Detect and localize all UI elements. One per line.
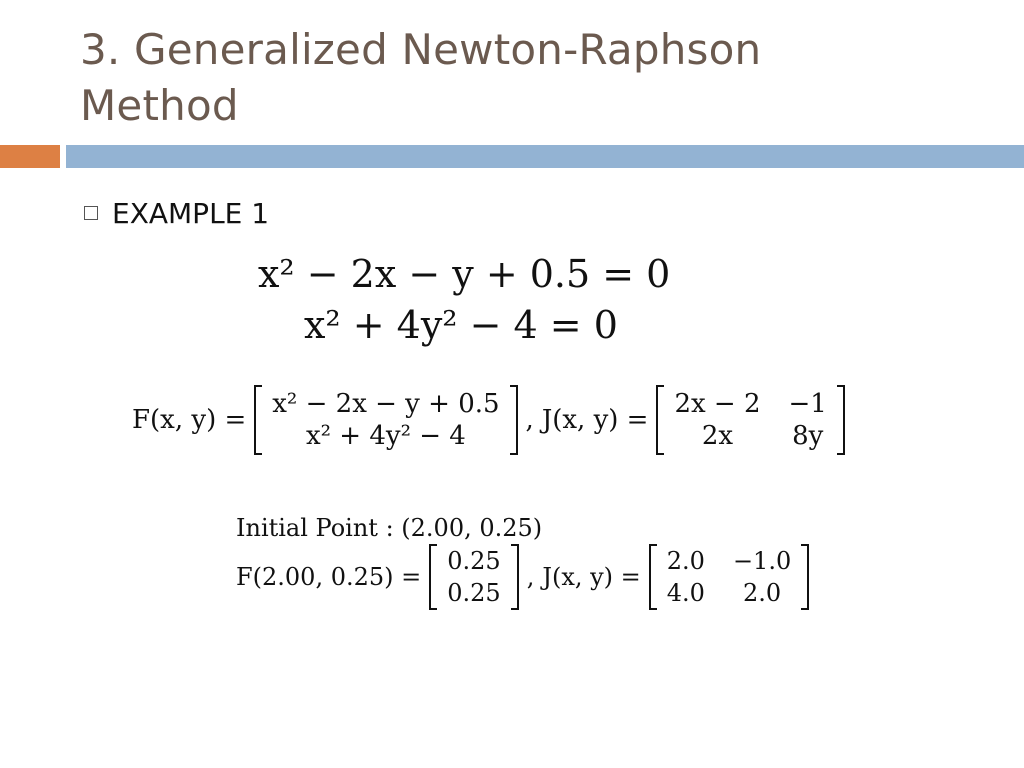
left-bracket — [429, 544, 437, 610]
matrix-cell: −1.0 — [732, 547, 792, 575]
left-bracket — [649, 544, 657, 610]
separator: , — [525, 405, 534, 435]
initial-evaluation — [236, 544, 809, 610]
matrix-cell: 4.0 — [666, 579, 705, 607]
matrix-cell: 2x — [701, 421, 734, 451]
initial-point-block — [236, 512, 809, 610]
bullet-text: EXAMPLE 1 — [112, 196, 270, 230]
J-matrix — [664, 388, 836, 452]
square-bullet-icon — [84, 206, 98, 220]
initial-point-line: Initial Point : (2.00, 0.25) — [236, 514, 543, 542]
F-vector — [262, 388, 509, 452]
right-bracket — [510, 385, 518, 455]
matrix-cell: 2x − 2 — [674, 389, 761, 419]
right-bracket — [801, 544, 809, 610]
J-initial-label: J(x, y) = — [542, 563, 641, 591]
J-label: J(x, y) = — [541, 405, 649, 435]
left-bracket — [656, 385, 664, 455]
accent-bar-orange — [0, 145, 60, 168]
slide-title-line-2: Method — [80, 81, 239, 130]
F-initial-vector — [437, 545, 510, 609]
matrix-cell: x² − 2x − y + 0.5 — [272, 389, 500, 419]
right-bracket — [837, 385, 845, 455]
equation-2: x² + 4y² − 4 = 0 — [304, 303, 618, 347]
J-initial-matrix — [657, 545, 801, 609]
equation-1: x² − 2x − y + 0.5 = 0 — [258, 252, 671, 296]
slide-title-line-1: 3. Generalized Newton-Raphson — [80, 25, 762, 74]
accent-bar-blue — [66, 145, 1024, 168]
F-initial-label: F(2.00, 0.25) = — [236, 563, 422, 591]
matrix-cell: 2.0 — [666, 547, 705, 575]
matrix-cell: 2.0 — [742, 579, 782, 607]
slide-title — [80, 22, 980, 134]
right-bracket — [511, 544, 519, 610]
left-bracket — [254, 385, 262, 455]
bullet-item — [84, 193, 269, 233]
function-jacobian-definition — [132, 385, 845, 455]
matrix-cell: 0.25 — [447, 547, 501, 575]
matrix-cell: x² + 4y² − 4 — [305, 421, 466, 451]
F-label: F(x, y) = — [132, 405, 247, 435]
matrix-cell: −1 — [788, 389, 827, 419]
separator: , — [526, 563, 535, 591]
matrix-cell: 8y — [792, 421, 824, 451]
matrix-cell: 0.25 — [447, 579, 501, 607]
